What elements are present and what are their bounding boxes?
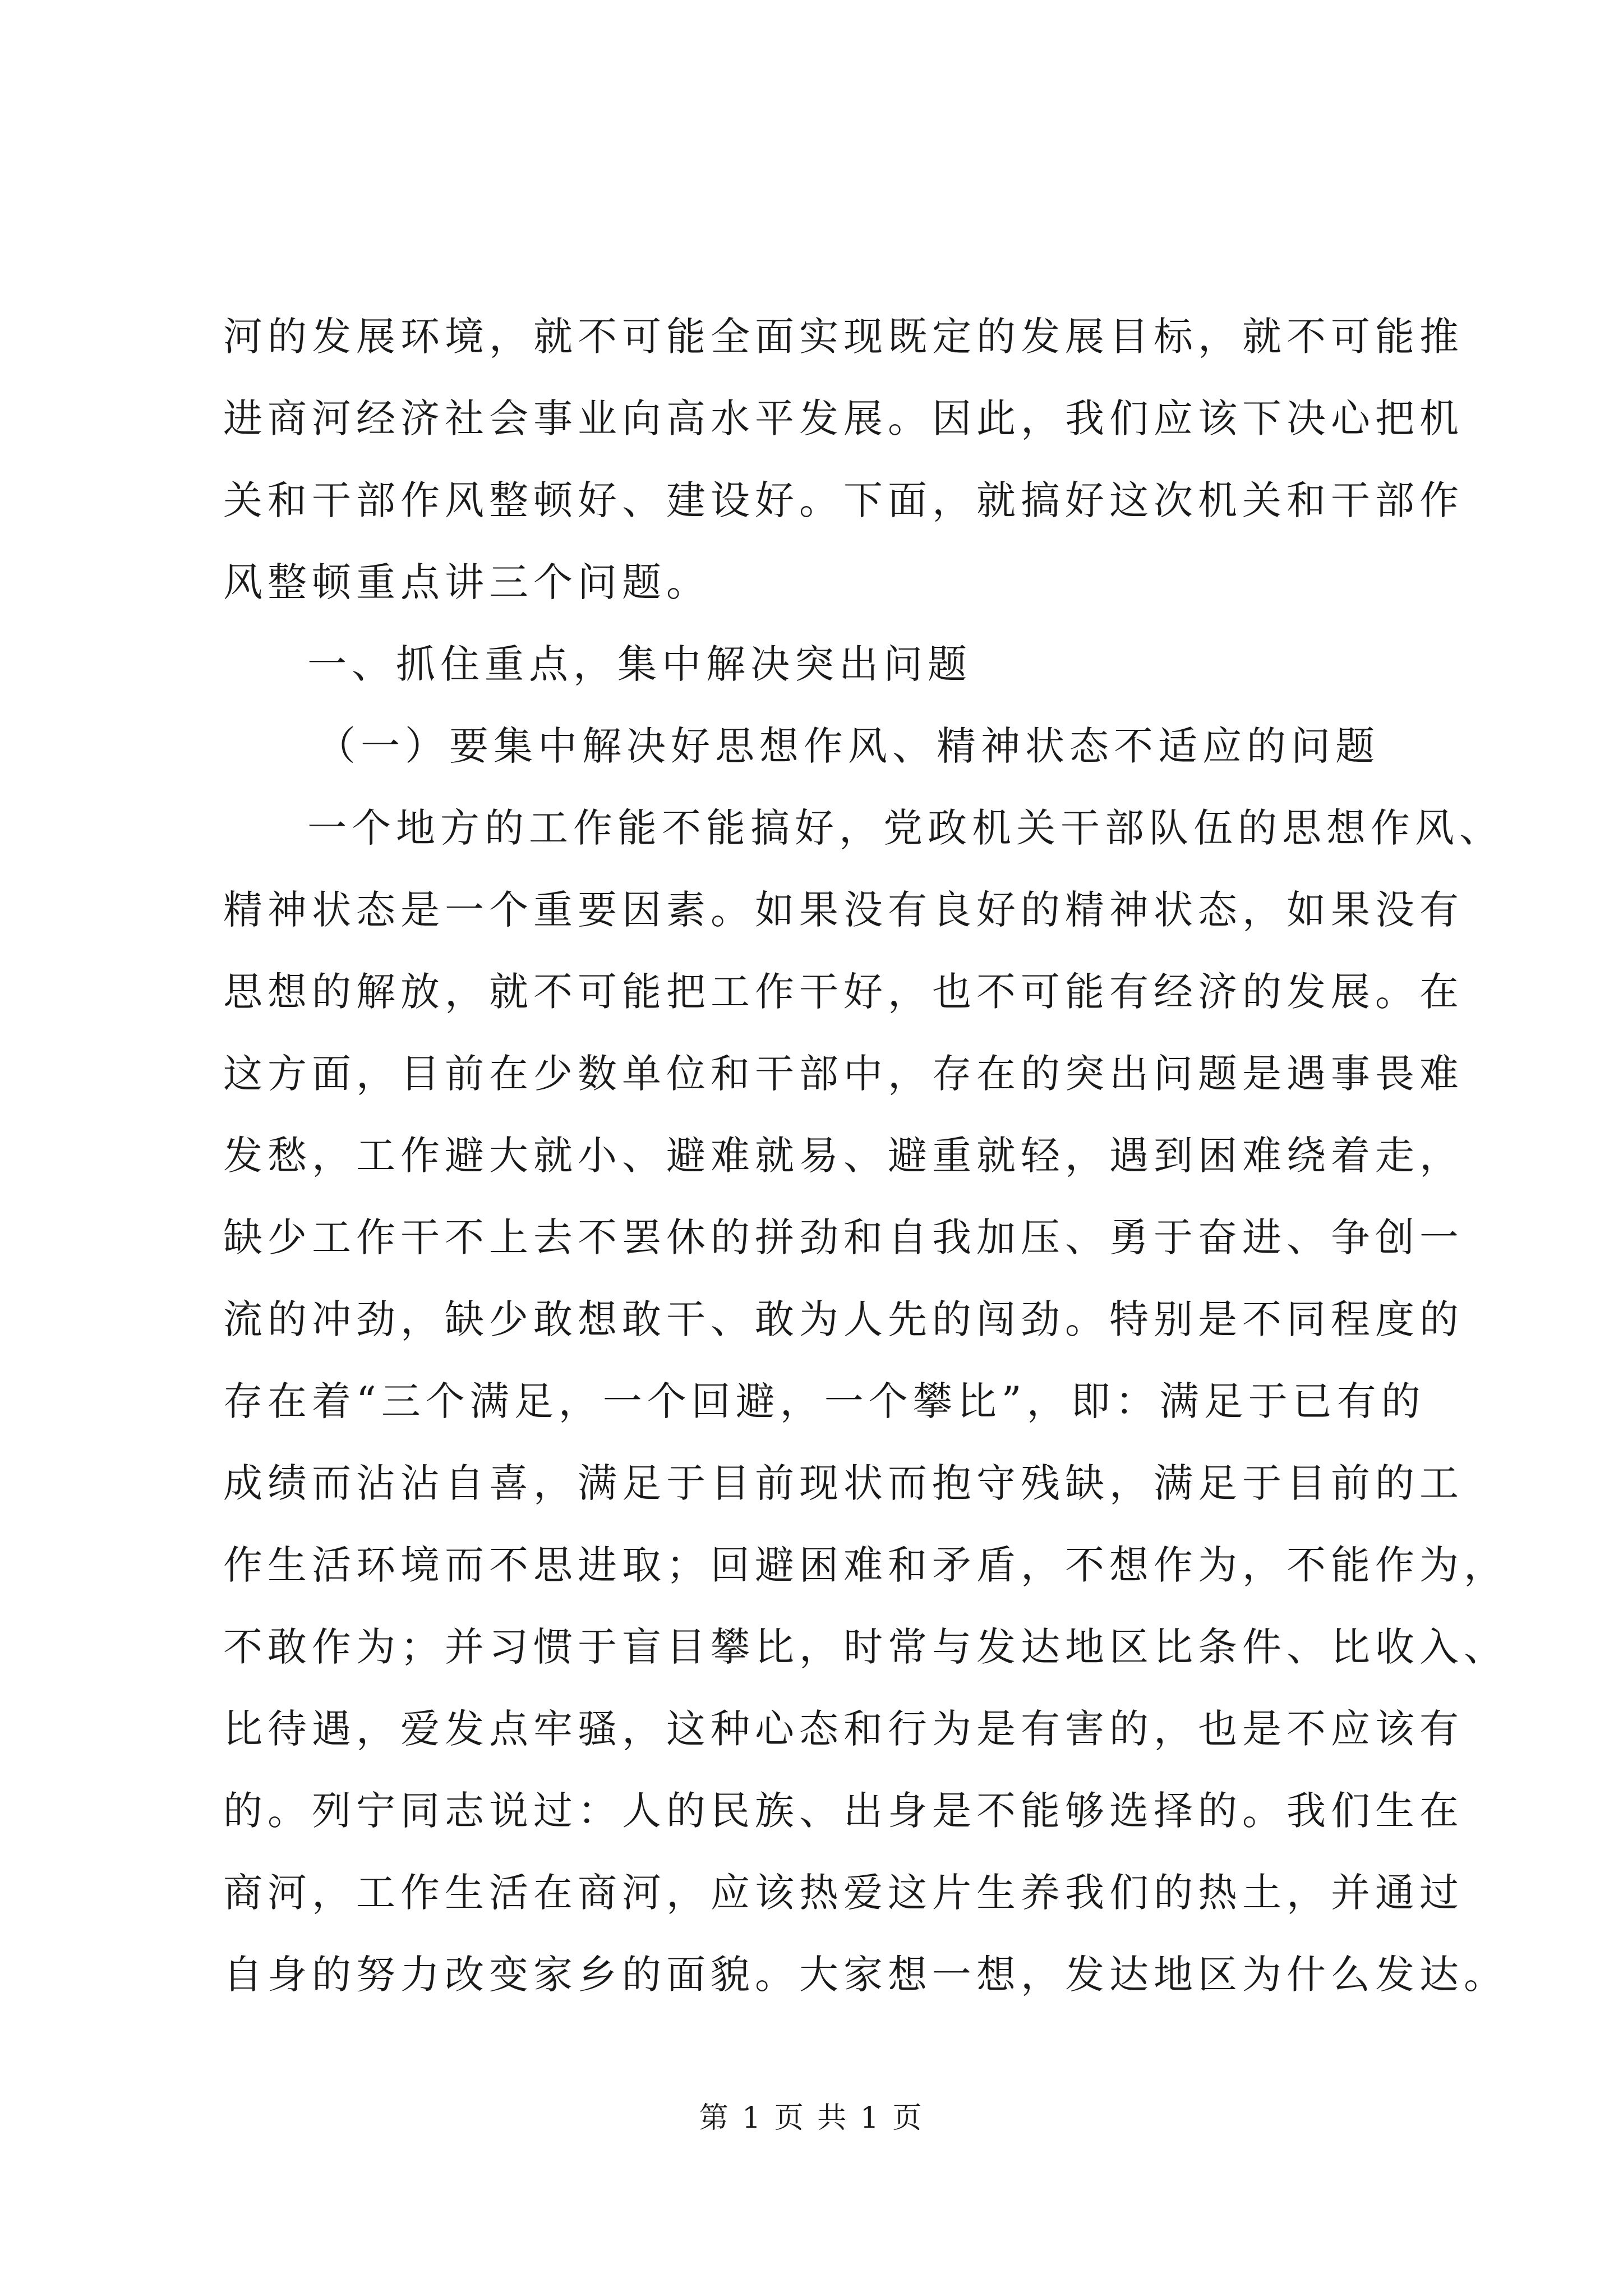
body-text-line: 存在着“三个满足，一个回避，一个攀比”，即：满足于已有的 xyxy=(223,1378,1426,1424)
body-text-line: 自身的努力改变家乡的面貌。大家想一想，发达地区为什么发达。 xyxy=(223,1952,1508,1998)
body-text-line: 精神状态是一个重要因素。如果没有良好的精神状态，如果没有 xyxy=(223,887,1464,933)
body-text-line: 的。列宁同志说过：人的民族、出身是不能够选择的。我们生在 xyxy=(223,1788,1464,1834)
body-text-line: 发愁，工作避大就小、避难就易、避重就轻，遇到困难绕着走， xyxy=(223,1133,1464,1179)
body-text-line: 缺少工作干不上去不罢休的拼劲和自我加压、勇于奋进、争创一 xyxy=(223,1214,1464,1260)
subsection-heading: （一）要集中解决好思想作风、精神状态不适应的问题 xyxy=(316,723,1380,769)
section-heading: 一、抓住重点，集中解决突出问题 xyxy=(307,641,972,687)
body-text-line: 比待遇，爱发点牢骚，这种心态和行为是有害的，也是不应该有 xyxy=(223,1706,1464,1752)
body-text-line: 关和干部作风整顿好、建设好。下面，就搞好这次机关和干部作 xyxy=(223,477,1464,523)
body-text-line: 进商河经济社会事业向高水平发展。因此，我们应该下决心把机 xyxy=(223,395,1464,441)
body-text-line: 风整顿重点讲三个问题。 xyxy=(223,559,711,605)
body-text-line: 一个地方的工作能不能搞好，党政机关干部队伍的思想作风、 xyxy=(307,805,1504,851)
body-text-line: 商河，工作生活在商河，应该热爱这片生养我们的热土，并通过 xyxy=(223,1870,1464,1916)
body-text-line: 成绩而沾沾自喜，满足于目前现状而抱守残缺，满足于目前的工 xyxy=(223,1460,1464,1506)
body-text-line: 这方面，目前在少数单位和干部中，存在的突出问题是遇事畏难 xyxy=(223,1051,1464,1097)
body-text-line: 流的冲劲，缺少敢想敢干、敢为人先的闯劲。特别是不同程度的 xyxy=(223,1296,1464,1342)
body-text-line: 河的发展环境，就不可能全面实现既定的发展目标，就不可能推 xyxy=(223,314,1464,360)
body-text-line: 不敢作为；并习惯于盲目攀比，时常与发达地区比条件、比收入、 xyxy=(223,1624,1508,1670)
body-text-line: 思想的解放，就不可能把工作干好，也不可能有经济的发展。在 xyxy=(223,969,1464,1015)
body-text-line: 作生活环境而不思进取；回避困难和矛盾，不想作为，不能作为， xyxy=(223,1542,1508,1588)
page-number-footer: 第 1 页 共 1 页 xyxy=(699,2101,924,2135)
